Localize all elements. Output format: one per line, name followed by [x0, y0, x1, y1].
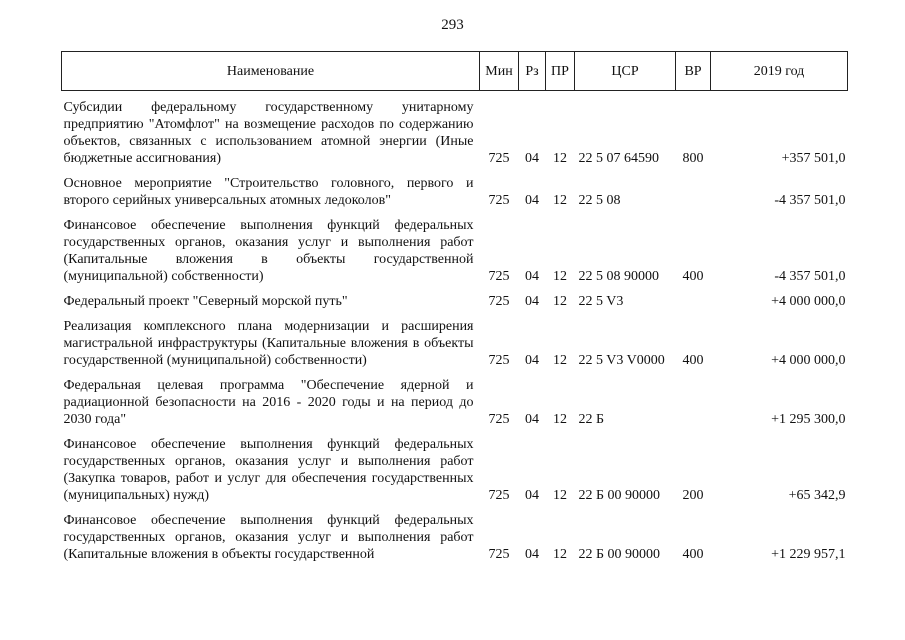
cell-rz: 04: [525, 353, 539, 368]
cell-csr: 22 5 V3 V0000: [578, 353, 665, 368]
cell-csr: 22 5 07 64590: [578, 151, 659, 166]
cell-pr: 12: [553, 193, 567, 208]
cell-pr: 12: [553, 412, 567, 427]
cell-amount: +1 229 957,1: [771, 547, 846, 562]
header-name: Наименование: [62, 52, 480, 91]
header-pr: ПР: [546, 52, 575, 91]
cell-vr: [676, 377, 711, 428]
cell-amount: +65 342,9: [788, 488, 846, 503]
cell-rz: 04: [525, 193, 539, 208]
cell-csr: 22 5 08 90000: [578, 269, 659, 284]
cell-min: 725: [488, 269, 510, 284]
cell-amount: +4 000 000,0: [771, 294, 846, 309]
header-csr: ЦСР: [575, 52, 676, 91]
header-rz: Рз: [519, 52, 546, 91]
cell-name: Основное мероприятие "Строительство головного, первого и второго серийных универсальных атомных ледоколов": [63, 176, 474, 208]
cell-min: 725: [488, 151, 510, 166]
cell-vr: 800: [682, 151, 704, 166]
row-spacer: [62, 310, 848, 318]
table-row: [62, 377, 848, 428]
table-row: [62, 217, 848, 285]
cell-rz: 04: [525, 488, 539, 503]
cell-rz: 04: [525, 269, 539, 284]
row-spacer: [62, 428, 848, 436]
cell-amount: +1 295 300,0: [771, 412, 846, 427]
table-row: [62, 293, 848, 310]
cell-name: Финансовое обеспечение выполнения функций федеральных государственных органов, оказания услуг и выполнения работ (Капитальные вложения в объекты государственной: [63, 513, 474, 562]
header-min: Мин: [480, 52, 519, 91]
cell-name: Федеральный проект "Северный морской путь": [63, 294, 348, 309]
header-vr: ВР: [676, 52, 711, 91]
cell-csr: 22 Б 00 90000: [578, 547, 661, 562]
header-year: 2019 год: [711, 52, 848, 91]
cell-pr: 12: [553, 353, 567, 368]
table-body: [62, 91, 848, 564]
cell-min: 725: [488, 294, 510, 309]
cell-vr: 200: [682, 488, 704, 503]
row-spacer: [62, 285, 848, 293]
cell-name: Реализация комплексного плана модернизации и расширения магистральной инфраструктуры (Капитальные вложения в объекты государственной (муниципальной) собственности): [63, 319, 474, 368]
cell-vr: 400: [682, 547, 704, 562]
cell-rz: 04: [525, 547, 539, 562]
cell-min: 725: [488, 488, 510, 503]
cell-name: Финансовое обеспечение выполнения функций федеральных государственных органов, оказания услуг и выполнения работ (Закупка товаров, работ и услуг для обеспечения государственных (муниципальных) нужд): [63, 437, 474, 503]
cell-amount: -4 357 501,0: [774, 269, 846, 284]
cell-pr: 12: [553, 488, 567, 503]
cell-amount: -4 357 501,0: [774, 193, 846, 208]
cell-min: 725: [488, 547, 510, 562]
cell-name: Федеральная целевая программа "Обеспечение ядерной и радиационной безопасности на 2016 - 2020 годы и на период до 2030 года": [63, 378, 474, 427]
cell-csr: 22 5 08: [578, 193, 621, 208]
cell-rz: 04: [525, 294, 539, 309]
cell-vr: [676, 175, 711, 209]
table-row: [62, 436, 848, 504]
table-row: [62, 99, 848, 167]
cell-amount: +4 000 000,0: [771, 353, 846, 368]
row-spacer: [62, 504, 848, 512]
table-row: [62, 318, 848, 369]
cell-pr: 12: [553, 151, 567, 166]
table-row: [62, 512, 848, 563]
budget-table: [61, 51, 848, 563]
cell-csr: 22 Б 00 90000: [578, 488, 661, 503]
row-spacer: [62, 91, 848, 100]
cell-vr: 400: [682, 353, 704, 368]
cell-min: 725: [488, 193, 510, 208]
header-row: [62, 52, 848, 91]
cell-csr: 22 Б: [578, 412, 605, 427]
cell-rz: 04: [525, 151, 539, 166]
row-spacer: [62, 209, 848, 217]
table-header: [62, 52, 848, 91]
cell-pr: 12: [553, 269, 567, 284]
cell-pr: 12: [553, 547, 567, 562]
cell-rz: 04: [525, 412, 539, 427]
table-row: [62, 175, 848, 209]
page-number: 293: [441, 17, 464, 33]
cell-csr: 22 5 V3: [578, 294, 624, 309]
cell-name: Финансовое обеспечение выполнения функций федеральных государственных органов, оказания услуг и выполнения работ (Капитальные вложения в объекты государственной (муниципальной) собственности): [63, 218, 474, 284]
row-spacer: [62, 167, 848, 175]
row-spacer: [62, 369, 848, 377]
cell-min: 725: [488, 412, 510, 427]
cell-pr: 12: [553, 294, 567, 309]
cell-vr: 400: [682, 269, 704, 284]
cell-name: Субсидии федеральному государственному унитарному предприятию "Атомфлот" на возмещение расходов по содержанию объектов, связанных с использованием атомной энергии (Иные бюджетные ассигнования): [63, 100, 474, 166]
cell-min: 725: [488, 353, 510, 368]
cell-amount: +357 501,0: [781, 151, 846, 166]
cell-vr: [676, 293, 711, 310]
